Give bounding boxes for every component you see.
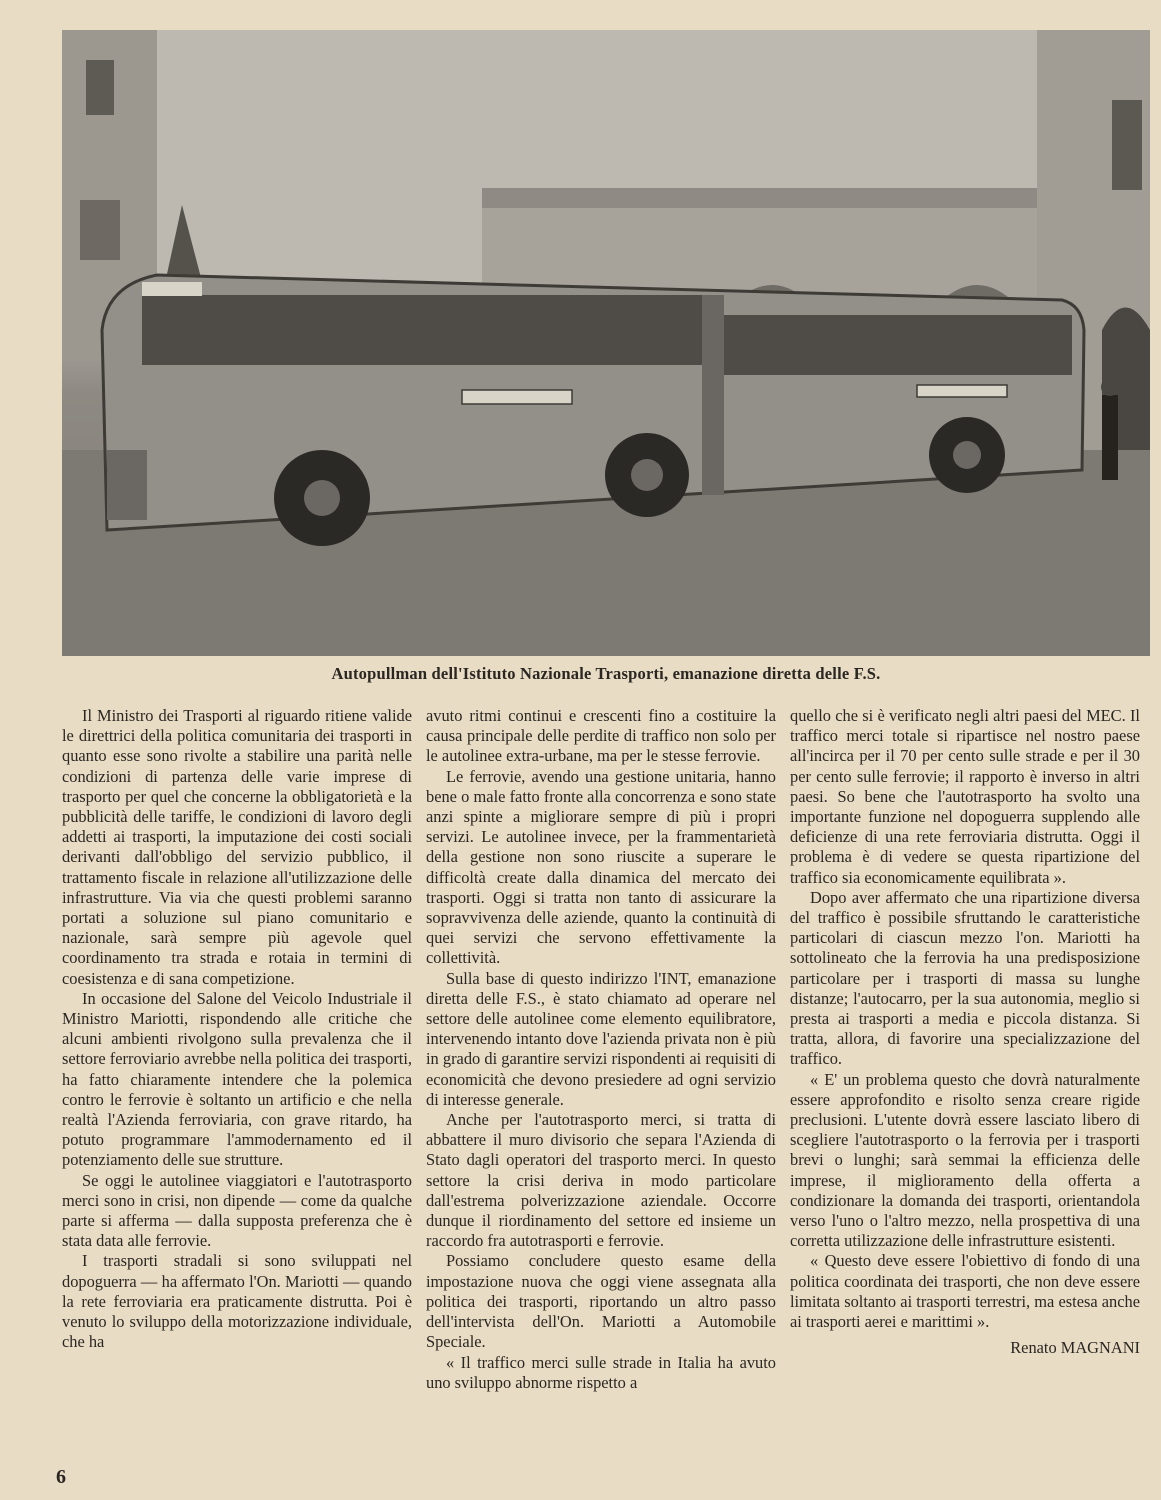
paragraph: Sulla base di questo indirizzo l'INT, emanazione diretta delle F.S., è stato chiamato ad operare nel settore delle autolinee come elemento equilibratore, intervenendo intanto dove l'azienda privata non è più in grado di garantire servizi rispondenti ai requisiti di economicità che devono presiedere ad ogni servizio di interesse generale.: [426, 968, 776, 1109]
page-number: 6: [56, 1466, 66, 1488]
author-signature: Renato MAGNANI: [1010, 1338, 1140, 1358]
bus-photo: [62, 30, 1150, 656]
paragraph: I trasporti stradali si sono sviluppati nel dopoguerra — ha affermato l'On. Mariotti — quando la rete ferroviaria era praticamente distrutta. Poi è venuto lo sviluppo della motorizzazione individuale, che ha: [62, 1251, 412, 1352]
bus-illustration: [62, 30, 1150, 656]
paragraph: « E' un problema questo che dovrà naturalmente essere approfondito e risolto senza creare rigide preclusioni. L'utente dovrà essere lasciato libero di scegliere l'autotrasporto o la ferrovia per i trasporti brevi o lunghi; sarà semmai la efficienza delle imprese, il miglioramento della offerta a condizionare la domanda dei trasporti, orientandola verso l'uno o l'altro mezzo, nella prospettiva di una corretta utilizzazione delle infrastrutture esistenti.: [790, 1069, 1140, 1251]
article-column-2: [426, 706, 776, 1393]
article-column-3: [790, 706, 1140, 1359]
paragraph: Se oggi le autolinee viaggiatori e l'autotrasporto merci sono in crisi, non dipende — come da qualche parte si afferma — dalla supposta preferenza che è stata data alle ferrovie.: [62, 1170, 412, 1251]
photo-caption: Autopullman dell'Istituto Nazionale Trasporti, emanazione diretta delle F.S.: [331, 664, 881, 683]
paragraph: Possiamo concludere questo esame della impostazione nuova che oggi viene assegnata alla politica dei trasporti, riportando un altro passo dell'intervista dell'On. Mariotti a Automobile Speciale.: [426, 1251, 776, 1352]
paragraph: In occasione del Salone del Veicolo Industriale il Ministro Mariotti, rispondendo alle critiche che alcuni ambienti rivolgono sulla prevalenza che il settore ferroviario avrebbe nella politica dei trasporti, ha fatto chiaramente intendere che la polemica contro le ferrovie è soltanto un artificio e che nella realtà l'Azienda ferroviaria, con grave ritardo, ha potuto programmare l'ammodernamento ed il potenziamento delle sue strutture.: [62, 988, 412, 1170]
paragraph: Anche per l'autotrasporto merci, si tratta di abbattere il muro divisorio che separa l'Azienda di Stato dagli operatori del trasporto merci. In questo settore la crisi deriva in modo particolare dall'estrema polverizzazione aziendale. Occorre dunque il riordinamento del settore ed insieme un raccordo fra autotrasporti e ferrovie.: [426, 1110, 776, 1251]
paragraph: « Il traffico merci sulle strade in Italia ha avuto uno sviluppo abnorme rispetto a: [426, 1352, 776, 1392]
paragraph: avuto ritmi continui e crescenti fino a costituire la causa principale delle perdite di traffico non solo per le autolinee extra-urbane, ma per le stesse ferrovie.: [426, 706, 776, 766]
paragraph: « Questo deve essere l'obiettivo di fondo di una politica coordinata dei trasporti, che non deve essere limitata soltanto ai trasporti terrestri, ma estesa anche ai trasporti aerei e marittimi ».: [790, 1251, 1140, 1332]
paragraph: Il Ministro dei Trasporti al riguardo ritiene valide le direttrici della politica comunitaria dei trasporti in quanto esse sono rivolte a stabilire una parità nelle condizioni di partenza delle varie imprese di trasporto per quel che concerne la obbligatorietà e la pubblicità delle tariffe, le condizioni di lavoro degli addetti ai trasporti, la imputazione dei costi sociali derivanti dall'obbligo del servizio pubblico, il trattamento fiscale in relazione all'utilizzazione delle infrastrutture. Via via che questi problemi saranno portati a soluzione sul piano comunitario e nazionale, sarà sempre più agevole quel coordinamento tra strada e rotaia in termini di coesistenza e di sana competizione.: [62, 706, 412, 988]
paragraph: Dopo aver affermato che una ripartizione diversa del traffico è possibile sfruttando le caratteristiche particolari di ciascun mezzo l'on. Mariotti ha sottolineato che la ferrovia ha una predisposizione particolare per i trasporti di massa su lunghe distanze; l'autocarro, per la sua autonomia, meglio si presta ai trasporti a media e piccola distanza. Si tratta, allora, di favorire una specializzazione del traffico.: [790, 887, 1140, 1069]
article-column-1: [62, 706, 412, 1353]
paragraph: Le ferrovie, avendo una gestione unitaria, hanno bene o male fatto fronte alla concorrenza e sono state anzi spinte a migliorare sempre di più i propri servizi. Le autolinee invece, per la frammentarietà della gestione non sono riuscite a superare le difficoltà create dalla dinamica del mercato dei trasporti. Oggi si tratta non tanto di assicurare la sopravvivenza delle aziende, quanto la continuità di quei servizi che servono effettivamente la collettività.: [426, 766, 776, 968]
paragraph: quello che si è verificato negli altri paesi del MEC. Il traffico merci totale si ripartisce nel nostro paese all'incirca per il 70 per cento sulle strade e per il 30 per cento sulle ferrovie; il rapporto è inverso in altri paesi. So bene che l'autotrasporto ha svolto una importante funzione nel dopoguerra supplendo alle deficienze di una rete ferroviaria distrutta. Oggi il problema è di vedere se questa ripartizione del traffico sia economicamente equilibrata ».: [790, 706, 1140, 887]
